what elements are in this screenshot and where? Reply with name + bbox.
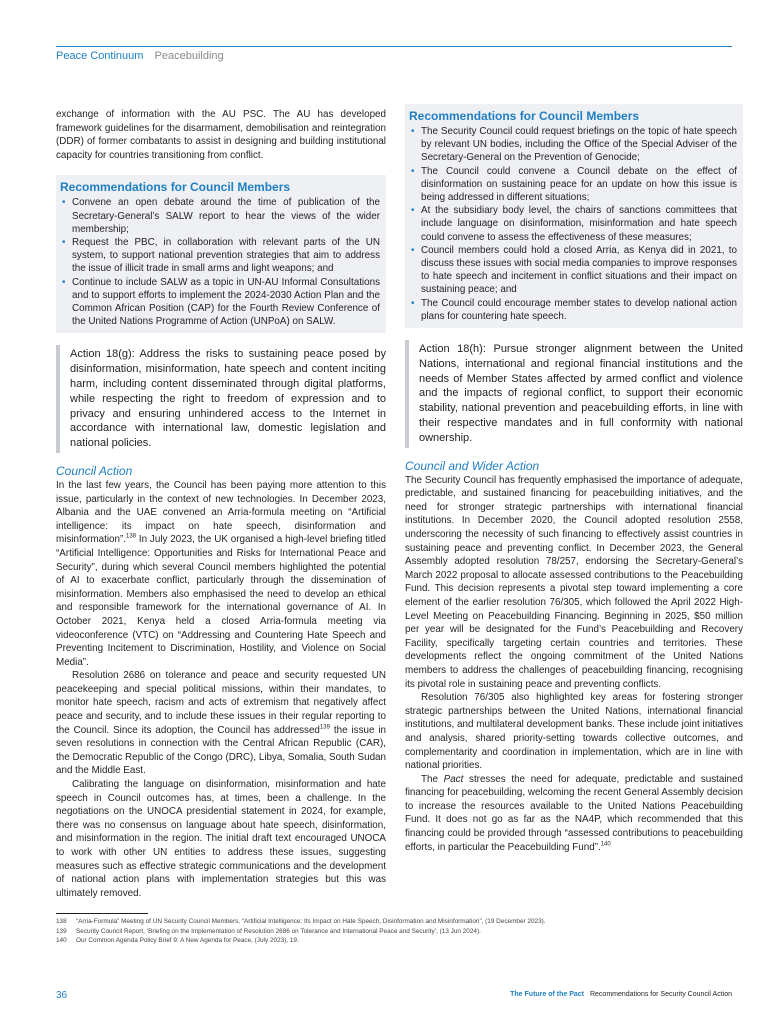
action-text: Action 18(h): Pursue stronger alignment between the United Nations, international and regional financial institutions and the needs of Member States affected by armed conflict and violence and the impacts of regional conflict, to support their economic stability, national prevention and peacebuilding efforts, in line with their respective mandates and in full conformity with national ownership. <box>419 343 743 444</box>
recommendation-item: • The Council could convene a Council debate on the effect of disinformation on sustaining peace for an update on how this issue is being addressed in different situations; <box>409 165 737 205</box>
recommendations-title: Recommendations for Council Members <box>409 109 640 123</box>
header-subsection: Peacebuilding <box>154 50 224 62</box>
header-rule <box>56 46 732 47</box>
recommendation-item: • Convene an open debate around the time of publication of the Secretary-General’s SALW report to hear the views of the wider membership; <box>60 196 380 236</box>
recommendation-item: • Continue to include SALW as a topic in UN-AU Informal Consultations and to support efforts to implement the 2024-2030 Action Plan and the Common African Position (CAP) for the Fourth Review Conference of the United Nations Programme of Action (UNPoA) on SALW. <box>60 276 380 329</box>
page-number: 36 <box>56 990 68 1001</box>
recommendations-title: Recommendations for Council Members <box>60 180 291 195</box>
footer-report-title: Recommendations for Security Council Action <box>589 991 732 998</box>
action-callout-18h <box>405 340 743 448</box>
recommendations-box-right <box>405 104 743 328</box>
body-paragraph: The Pact stresses the need for adequate, predictable and sustained financing for peacebuilding, welcoming the recent General Assembly decision to increase the resources available to the United Nations Peacebuilding Fund. It does not go as far as the NA4P, which recommended that this financing could be provided through “assessed contributions to peacebuilding efforts, in particular the Peacebuilding Fund”.$^{140}$ <box>405 773 743 853</box>
body-paragraph: Calibrating the language on disinformation, misinformation and hate speech in Council outcomes has, at times, been a challenge. In the negotiations on the UNOCA presidential statement in 2024, for example, there was no consensus on language about hate speech, disinformation, and misinformation in the region. The initial draft text encouraged UNOCA to work with other UN entities to address these issues, suggesting measures such as effective strategic communications and the development of national action plans with implementation strategies but this was ultimately removed. <box>56 779 386 899</box>
recommendation-item: • Request the PBC, in collaboration with relevant parts of the UN system, to support national prevention strategies that aim to address the issue of illicit trade in small arms and light weapons; and <box>60 236 380 276</box>
header-section: Peace Continuum <box>56 50 144 62</box>
left-column <box>56 108 386 900</box>
recommendations-list <box>409 125 737 323</box>
footnotes <box>56 917 546 946</box>
body-paragraph: Resolution 76/305 also highlighted key areas for fostering stronger strategic partnerships between the United Nations, international financial institutions, and multilateral development banks. These include joint initiatives and analysis, shared priority-setting towards collective outcomes, and complementarity and coordination in implementation, which are in line with national priorities. <box>405 692 743 772</box>
body-paragraph: In the last few years, the Council has been paying more attention to this issue, particularly in the context of new technologies. In December 2023, Albania and the UAE convened an Arria-formula meeting on “Artificial intelligence: its impact on hate speech, disinformation and misinformation”.$^{138}$ In July 2023, the UK organised a high-level briefing titled “Artificial Intelligence: Opportunities and Risks for International Peace and Security”, during which several Council members highlighted the potential of AI to exacerbate conflict, particularly through the dissemination of misinformation. Members also emphasised the need to develop an ethical and responsible framework for the international governance of AI. In October 2021, Kenya held a closed Arria-formula meeting via videoconference (VTC) on “Addressing and Countering Hate Speech and Preventing Incitement to Discrimination, Hostility, and Violence on Social Media”. <box>56 479 386 668</box>
footnote: 140 Our Common Agenda Policy Brief 9: A New Agenda for Peace, (July 2023), 19. <box>56 937 299 945</box>
running-footer <box>510 991 732 998</box>
footnote-ref[interactable]: 140 <box>600 841 611 848</box>
footnote: 138 “Arria-Formula” Meeting of UN Security Council Members, “Artificial Intelligence: Its Impact on Hate Speech, Disinformation and Misinformation”, (19 December 2023). <box>56 918 546 925</box>
recommendations-box-left <box>56 175 386 333</box>
recommendations-list <box>60 196 380 328</box>
recommendation-item: • At the subsidiary body level, the chairs of sanctions committees that include language on disinformation, misinformation and hate speech could convene to assess the effectiveness of these measures; <box>409 204 737 244</box>
action-callout-18g <box>56 345 386 453</box>
footnote-rule <box>56 913 148 914</box>
body-paragraph: Resolution 2686 on tolerance and peace and security requested UN peacekeeping and special political missions, within their mandates, to monitor hate speech, racism and acts of extremism that negatively affect peace and security, and to include these issues in their regular reporting to the Council. Since its adoption, the Council has addressed$^{139}$ the issue in seven resolutions in connection with the Central African Republic (CAR), the Democratic Republic of the Congo (DRC), Libya, Somalia, South Sudan and the Middle East. <box>56 670 387 777</box>
action-text: Action 18(g): Address the risks to sustaining peace posed by disinformation, misinformation, hate speech and content inciting harm, including content disseminated through digital platforms, while respecting the right to freedom of expression and to privacy and ensuring unhindered access to the Internet in accordance with international law, domestic legislation and national policies. <box>70 348 386 450</box>
footnote: 139 Security Council Report, ‘Briefing on the Implementation of Resolution 2686 on Tolerance and International Peace and Security’, (13 Jun 2024). <box>56 927 481 935</box>
footnote-ref[interactable]: 139 <box>319 724 330 731</box>
section-heading-council-action: Council Action <box>56 463 133 478</box>
footer-publication: The Future of the Pact <box>510 991 585 998</box>
right-column <box>405 104 743 854</box>
footnote-ref[interactable]: 138 <box>126 534 137 541</box>
recommendation-item: • The Security Council could request briefings on the topic of hate speech by relevant UN bodies, including the Office of the Special Adviser of the Secretary-General on the Prevention of Genocide; <box>409 125 737 165</box>
running-header <box>56 50 224 62</box>
intro-paragraph: exchange of information with the AU PSC. The AU has developed framework guidelines for the disarmament, demobilisation and reintegration (DDR) of former combatants to assist in designing and building institutional capacity for countries transitioning from conflict. <box>56 109 386 161</box>
recommendation-item: • Council members could hold a closed Arria, as Kenya did in 2021, to discuss these issues with social media companies to improve responses to hate speech and incitement in conflict situations and their impact on sustaining peace; and <box>409 244 737 297</box>
body-paragraph: The Security Council has frequently emphasised the importance of adequate, predictable, and sustained financing for peacebuilding initiatives, and the need for stronger strategic partnerships with international financial institutions. In December 2020, the Council adopted resolution 2558, underscoring the necessity of such financing to effectively assist countries in sustaining peace and preventing conflict. In December 2023, the General Assembly adopted resolution 78/257, endorsing the Secretary-General’s March 2022 proposal to allocate assessed contributions to the Peacebuilding Fund. This decision represents a pivotal step toward implementing a core element of the earlier resolution 76/305, which followed the April 2022 High-Level Meeting on Peacebuilding Financing. Beginning in 2025, $50 million per year will be designated for the Fund’s Peacebuilding and Recovery Facility, specifically targeting certain countries and territories. These developments reflect the ongoing commitment of the United Nations members to address the challenges of peacebuilding financing, recognising its pivotal role in sustaining peace and preventing conflicts. <box>405 474 743 690</box>
recommendation-item: • The Council could encourage member states to develop national action plans for countering hate speech. <box>409 297 737 323</box>
section-heading-council-wider-action: Council and Wider Action <box>405 458 540 473</box>
